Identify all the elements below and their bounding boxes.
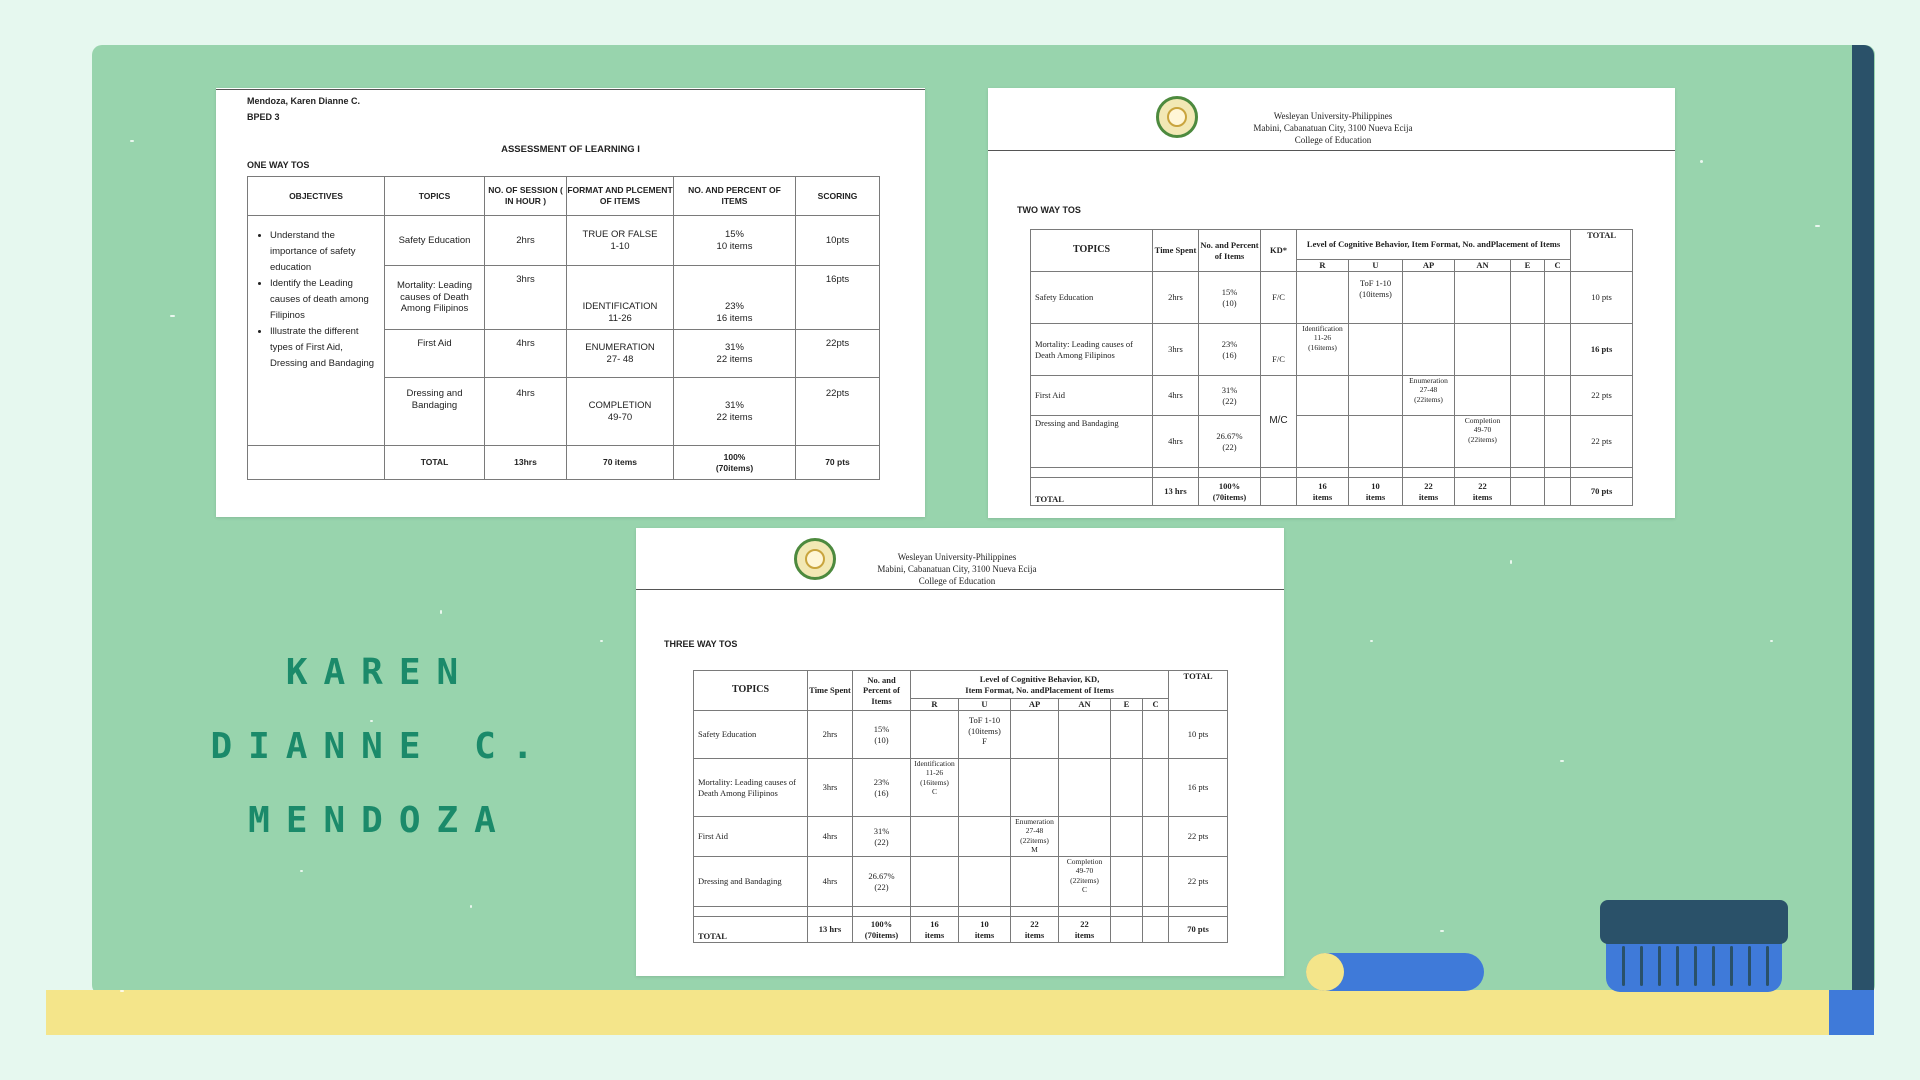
chalk-speck (440, 610, 442, 614)
hours-cell: 3hrs (485, 266, 567, 330)
col-level-an: AN (1455, 260, 1511, 272)
eraser-stripe (1694, 946, 1697, 986)
total-label: TOTAL (385, 446, 485, 480)
col-time: Time Spent (1153, 230, 1199, 272)
presenter-middle-name: DIANNE C. (210, 726, 550, 767)
time-cell: 2hrs (1153, 272, 1199, 324)
total-cell: 22 pts (1571, 376, 1633, 416)
col-level-c: C (1545, 260, 1571, 272)
total-points: 70 pts (1571, 478, 1633, 506)
level-u-cell: ToF 1-10 (10items) (1349, 272, 1403, 324)
percent-cell: 31% (22) (1199, 376, 1261, 416)
tos-label: THREE WAY TOS (664, 639, 738, 649)
chalk-speck (1510, 560, 1512, 564)
col-time: Time Spent (808, 671, 853, 711)
total-u: 10 items (1349, 478, 1403, 506)
assessment-heading: ASSESSMENT OF LEARNING I (501, 144, 640, 155)
level-c-cell (1545, 416, 1571, 468)
kd-cell: M/C (1261, 376, 1297, 468)
total-points: 70 pts (1169, 917, 1228, 943)
level-e-cell (1511, 324, 1545, 376)
two-way-tos-table (1030, 229, 1633, 506)
chalk-speck (1700, 160, 1703, 163)
level-c-cell (1143, 759, 1169, 817)
col-session: NO. OF SESSION ( IN HOUR ) (485, 177, 567, 216)
format-cell: ENUMERATION 27- 48 (567, 330, 674, 378)
level-ap-cell (1403, 324, 1455, 376)
level-u-cell (1349, 324, 1403, 376)
total-time: 13 hrs (1153, 478, 1199, 506)
eraser-stripe (1640, 946, 1643, 986)
level-u-cell (959, 857, 1011, 907)
kd-cell: F/C (1261, 324, 1297, 376)
chalk-speck (1815, 225, 1820, 227)
header-rule (636, 589, 1284, 590)
time-cell: 2hrs (808, 711, 853, 759)
col-level-e: E (1511, 260, 1545, 272)
hours-cell: 4hrs (485, 378, 567, 446)
level-u-cell: ToF 1-10 (10items) F (959, 711, 1011, 759)
col-level-ap: AP (1011, 699, 1059, 711)
author-name: Mendoza, Karen Dianne C. (247, 96, 361, 106)
eraser-stripe (1658, 946, 1661, 986)
percent-cell: 31% 22 items (674, 330, 796, 378)
chalk-speck (1560, 760, 1564, 762)
level-e-cell (1111, 759, 1143, 817)
eraser-stripe (1748, 946, 1751, 986)
col-topics: TOPICS (694, 671, 808, 711)
format-cell: TRUE OR FALSE 1-10 (567, 216, 674, 266)
col-format: FORMAT AND PLCEMENT OF ITEMS (567, 177, 674, 216)
total-r: 16 items (911, 917, 959, 943)
topic-cell: Dressing and Bandaging (385, 378, 485, 446)
level-ap-cell (1403, 272, 1455, 324)
total-percent: 100% (70items) (853, 917, 911, 943)
col-level-r: R (1297, 260, 1349, 272)
col-percent: No. and Percent of Items (1199, 230, 1261, 272)
two-way-tos-sheet (988, 88, 1675, 518)
percent-cell: 26.67% (22) (1199, 416, 1261, 468)
col-percent: No. and Percent of Items (853, 671, 911, 711)
hours-cell: 2hrs (485, 216, 567, 266)
total-cell: 10 pts (1571, 272, 1633, 324)
format-cell: IDENTIFICATION 11-26 (567, 266, 674, 330)
level-an-cell (1059, 759, 1111, 817)
total-label: TOTAL (694, 917, 808, 943)
total-kd (1261, 478, 1297, 506)
level-an-cell (1059, 711, 1111, 759)
level-r-cell (1297, 272, 1349, 324)
chalkboard-frame (1852, 45, 1874, 1005)
total-cell: 10 pts (1169, 711, 1228, 759)
eraser-icon (1600, 900, 1788, 944)
scoring-cell: 16pts (796, 266, 880, 330)
level-e-cell (1511, 272, 1545, 324)
percent-cell: 23% (16) (853, 759, 911, 817)
total-cell: 16 pts (1571, 324, 1633, 376)
eraser-stripe (1622, 946, 1625, 986)
total-percent: 100% (70items) (674, 446, 796, 480)
tos-label: ONE WAY TOS (247, 160, 310, 170)
total-ap: 22 items (1403, 478, 1455, 506)
level-r-cell (911, 857, 959, 907)
topic-cell: First Aid (694, 817, 808, 857)
level-c-cell (1143, 857, 1169, 907)
chalk-speck (470, 905, 472, 908)
level-e-cell (1511, 376, 1545, 416)
col-topics: TOPICS (1031, 230, 1153, 272)
level-r-cell (911, 817, 959, 857)
university-name: Wesleyan University-Philippines (897, 552, 1017, 562)
three-way-tos-table (693, 670, 1228, 943)
total-hours: 13hrs (485, 446, 567, 480)
one-way-tos-sheet (216, 88, 925, 517)
col-level-u: U (959, 699, 1011, 711)
percent-cell: 31% 22 items (674, 378, 796, 446)
col-total: TOTAL (1169, 671, 1228, 711)
sheet-top-rule (216, 89, 925, 90)
percent-cell: 26.67% (22) (853, 857, 911, 907)
total-r: 16 items (1297, 478, 1349, 506)
level-an-cell: Completion 49-70 (22items) C (1059, 857, 1111, 907)
section-label: BPED 3 (247, 112, 280, 122)
chalk-speck (170, 315, 175, 317)
percent-cell: 15% 10 items (674, 216, 796, 266)
level-e-cell (1111, 817, 1143, 857)
level-ap-cell (1011, 759, 1059, 817)
objective-item: • Illustrate the different types of First Aid, Dressing and Bandaging (270, 324, 380, 372)
percent-cell: 23% 16 items (674, 266, 796, 330)
topic-cell: First Aid (1031, 376, 1153, 416)
level-an-cell (1455, 376, 1511, 416)
total-u: 10 items (959, 917, 1011, 943)
time-cell: 4hrs (808, 817, 853, 857)
one-way-tos-table (247, 176, 880, 480)
time-cell: 4hrs (1153, 376, 1199, 416)
col-total: TOTAL (1571, 230, 1633, 272)
total-cell: 22 pts (1571, 416, 1633, 468)
time-cell: 4hrs (1153, 416, 1199, 468)
col-level-an: AN (1059, 699, 1111, 711)
total-label: TOTAL (1031, 478, 1153, 506)
scoring-cell: 10pts (796, 216, 880, 266)
total-time: 13 hrs (808, 917, 853, 943)
topic-cell: Safety Education (385, 216, 485, 266)
chalk-ledge-end (1829, 990, 1874, 1035)
university-college: College of Education (1294, 135, 1372, 145)
col-level: Level of Cognitive Behavior, Item Format, No. andPlacement of Items (1297, 230, 1571, 260)
col-level-ap: AP (1403, 260, 1455, 272)
level-r-cell (1297, 376, 1349, 416)
university-name: Wesleyan University-Philippines (1273, 111, 1393, 121)
level-c-cell (1545, 272, 1571, 324)
level-ap-cell (1011, 711, 1059, 759)
presenter-last-name: MENDOZA (248, 800, 512, 841)
col-level-r: R (911, 699, 959, 711)
level-r-cell: Identification 11-26 (16items) C (911, 759, 959, 817)
total-cell: 22 pts (1169, 857, 1228, 907)
topic-cell: First Aid (385, 330, 485, 378)
objectives-cell (248, 216, 385, 446)
total-e (1511, 478, 1545, 506)
chalk-speck (130, 140, 134, 142)
chalk-speck (300, 870, 303, 872)
chalk-speck (1440, 930, 1444, 932)
kd-cell: F/C (1261, 272, 1297, 324)
total-scoring: 70 pts (796, 446, 880, 480)
col-level-u: U (1349, 260, 1403, 272)
topic-cell: Safety Education (694, 711, 808, 759)
tos-label: TWO WAY TOS (1017, 205, 1081, 215)
total-format: 70 items (567, 446, 674, 480)
level-e-cell (1111, 711, 1143, 759)
total-percent: 100% (70items) (1199, 478, 1261, 506)
chalk-speck (120, 990, 124, 992)
total-e (1111, 917, 1143, 943)
level-u-cell (959, 817, 1011, 857)
level-an-cell (1455, 272, 1511, 324)
university-seal-icon (794, 538, 836, 580)
university-header (1208, 110, 1458, 146)
total-c (1545, 478, 1571, 506)
level-ap-cell (1011, 857, 1059, 907)
percent-cell: 31% (22) (853, 817, 911, 857)
level-e-cell (1511, 416, 1545, 468)
level-u-cell (1349, 416, 1403, 468)
level-c-cell (1143, 711, 1169, 759)
university-seal-icon (1156, 96, 1198, 138)
university-address: Mabini, Cabanatuan City, 3100 Nueva Ecija (1253, 123, 1413, 133)
level-an-cell (1455, 324, 1511, 376)
three-way-tos-sheet (636, 528, 1284, 976)
level-ap-cell (1403, 416, 1455, 468)
col-objectives: OBJECTIVES (248, 177, 385, 216)
university-college: College of Education (918, 576, 996, 586)
chalk-speck (600, 640, 603, 642)
chalk-speck (1770, 640, 1773, 642)
level-c-cell (1143, 817, 1169, 857)
percent-cell: 15% (10) (1199, 272, 1261, 324)
university-address: Mabini, Cabanatuan City, 3100 Nueva Ecija (877, 564, 1037, 574)
level-r-cell (911, 711, 959, 759)
col-level: Level of Cognitive Behavior, KD, Item Format, No. andPlacement of Items (911, 671, 1169, 699)
time-cell: 3hrs (808, 759, 853, 817)
total-c (1143, 917, 1169, 943)
level-e-cell (1111, 857, 1143, 907)
presenter-first-name: KAREN (285, 652, 475, 693)
level-ap-cell: Enumeration 27-48 (22items) M (1011, 817, 1059, 857)
col-percent: NO. AND PERCENT OF ITEMS (674, 177, 796, 216)
topic-cell: Dressing and Bandaging (1031, 416, 1153, 468)
col-level-e: E (1111, 699, 1143, 711)
level-c-cell (1545, 376, 1571, 416)
total-an: 22 items (1059, 917, 1111, 943)
level-u-cell (959, 759, 1011, 817)
header-rule (988, 150, 1675, 151)
level-an-cell (1059, 817, 1111, 857)
university-header (832, 551, 1082, 587)
level-ap-cell: Enumeration 27-48 (22items) (1403, 376, 1455, 416)
total-spacer-cell (248, 446, 385, 480)
eraser-stripe (1676, 946, 1679, 986)
col-topics: TOPICS (385, 177, 485, 216)
chalk-speck (370, 720, 373, 722)
time-cell: 3hrs (1153, 324, 1199, 376)
eraser-stripe (1712, 946, 1715, 986)
percent-cell: 15% (10) (853, 711, 911, 759)
objective-item: • Identify the Leading causes of death among Filipinos (270, 276, 380, 324)
col-scoring: SCORING (796, 177, 880, 216)
total-cell: 16 pts (1169, 759, 1228, 817)
level-u-cell (1349, 376, 1403, 416)
level-c-cell (1545, 324, 1571, 376)
level-an-cell: Completion 49-70 (22items) (1455, 416, 1511, 468)
level-r-cell: Identification 11-26 (16items) (1297, 324, 1349, 376)
chalk-tip (1306, 953, 1344, 991)
total-cell: 22 pts (1169, 817, 1228, 857)
percent-cell: 23% (16) (1199, 324, 1261, 376)
format-cell: COMPLETION 49-70 (567, 378, 674, 446)
level-r-cell (1297, 416, 1349, 468)
eraser-stripe (1730, 946, 1733, 986)
scoring-cell: 22pts (796, 330, 880, 378)
time-cell: 4hrs (808, 857, 853, 907)
total-an: 22 items (1455, 478, 1511, 506)
topic-cell: Mortality: Leading causes of Death Among Filipinos (385, 266, 485, 330)
total-ap: 22 items (1011, 917, 1059, 943)
chalk-ledge (46, 990, 1829, 1035)
chalk-speck (1370, 640, 1373, 642)
col-kd: KD* (1261, 230, 1297, 272)
topic-cell: Mortality: Leading causes of Death Among Filipinos (694, 759, 808, 817)
hours-cell: 4hrs (485, 330, 567, 378)
scoring-cell: 22pts (796, 378, 880, 446)
topic-cell: Safety Education (1031, 272, 1153, 324)
topic-cell: Dressing and Bandaging (694, 857, 808, 907)
eraser-stripe (1766, 946, 1769, 986)
col-level-c: C (1143, 699, 1169, 711)
objective-item: • Understand the importance of safety education (270, 228, 380, 276)
topic-cell: Mortality: Leading causes of Death Among Filipinos (1031, 324, 1153, 376)
